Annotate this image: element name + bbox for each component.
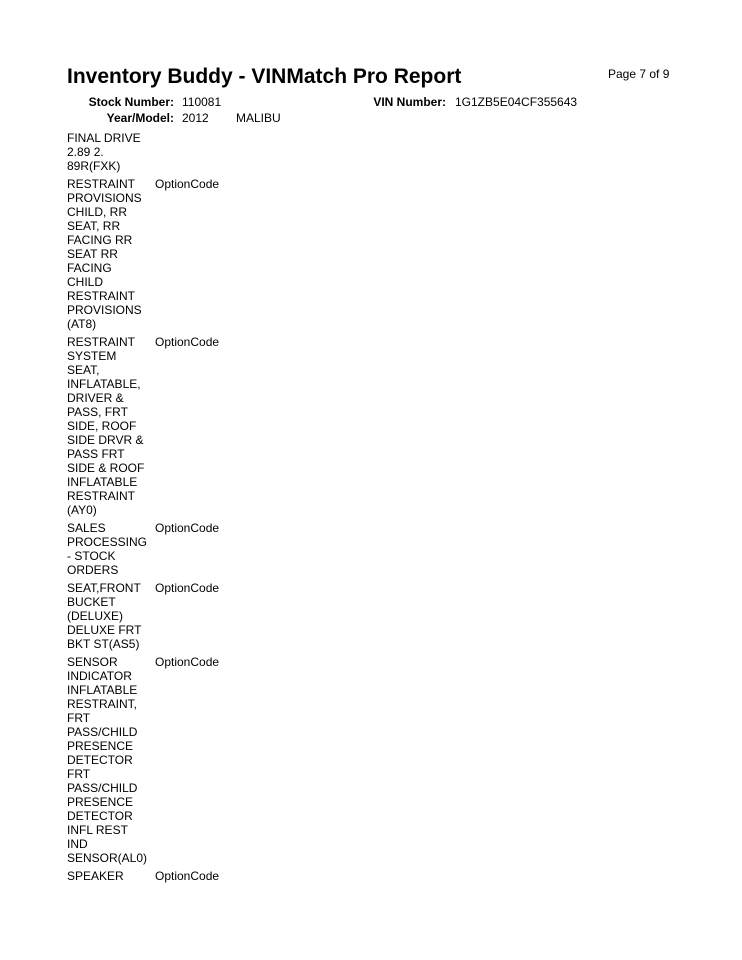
option-description-line: DETECTOR <box>67 809 133 823</box>
option-row <box>67 869 267 883</box>
option-description-line: INFL REST <box>67 823 128 837</box>
option-description-line: IND <box>67 837 88 851</box>
option-description <box>67 177 155 331</box>
option-description-line: SALES <box>67 521 106 535</box>
option-description <box>67 131 155 173</box>
option-description-line: SEAT,FRONT <box>67 581 141 595</box>
option-description-line: PASS FRT <box>67 447 125 461</box>
option-list <box>67 131 267 887</box>
option-description-line: RESTRAINT, <box>67 697 138 711</box>
model-value: MALIBU <box>236 111 281 125</box>
option-code: OptionCode <box>155 869 220 883</box>
option-description-line: SENSOR <box>67 655 118 669</box>
option-code: OptionCode <box>155 335 220 349</box>
option-description-line: SEAT RR <box>67 247 118 261</box>
option-description-line: SEAT, <box>67 363 100 377</box>
option-description <box>67 335 155 517</box>
option-description-line: ORDERS <box>67 563 119 577</box>
option-description-line: SENSOR(AL0) <box>67 851 148 865</box>
option-description-line: SIDE DRVR & <box>67 433 144 447</box>
option-description-line: (AT8) <box>67 317 97 331</box>
option-description-line: CHILD <box>67 275 104 289</box>
option-description-line: (AY0) <box>67 503 97 517</box>
page-number: Page 7 of 9 <box>608 67 670 81</box>
option-description-line: - STOCK <box>67 549 116 563</box>
option-description-line: FRT <box>67 767 91 781</box>
vin-number-label: VIN Number: <box>373 95 446 109</box>
option-description <box>67 521 155 577</box>
option-description-line: 2.89 2. <box>67 145 104 159</box>
option-description-line: PROVISIONS <box>67 191 142 205</box>
option-description-line: FACING RR <box>67 233 133 247</box>
option-description-line: INFLATABLE <box>67 683 138 697</box>
option-description-line: SPEAKER <box>67 869 124 883</box>
option-description-line: PRESENCE <box>67 739 134 753</box>
option-description-line: PASS, FRT <box>67 405 128 419</box>
option-description-line: FINAL DRIVE <box>67 131 141 145</box>
option-description-line: PROCESSING <box>67 535 148 549</box>
option-row <box>67 335 267 517</box>
option-row <box>67 177 267 331</box>
option-description-line: SIDE, ROOF <box>67 419 137 433</box>
report-title: Inventory Buddy - VINMatch Pro Report <box>67 65 462 88</box>
year-value: 2012 <box>182 111 209 125</box>
option-description-line: SIDE & ROOF <box>67 461 145 475</box>
option-description-line: SEAT, RR <box>67 219 121 233</box>
option-description-line: PRESENCE <box>67 795 134 809</box>
option-description <box>67 581 155 651</box>
option-description-line: DETECTOR <box>67 753 133 767</box>
option-description-line: BKT ST(AS5) <box>67 637 140 651</box>
option-description-line: PASS/CHILD <box>67 725 138 739</box>
stock-number-value: 110081 <box>182 95 222 109</box>
option-description-line: BUCKET <box>67 595 116 609</box>
option-row <box>67 655 267 865</box>
option-description-line: RESTRAINT <box>67 335 136 349</box>
option-description-line: RESTRAINT <box>67 489 136 503</box>
option-description-line: PROVISIONS <box>67 303 142 317</box>
option-code: OptionCode <box>155 521 220 535</box>
option-description <box>67 869 155 883</box>
option-description <box>67 655 155 865</box>
option-code: OptionCode <box>155 177 220 191</box>
option-description-line: INDICATOR <box>67 669 132 683</box>
option-description-line: SYSTEM <box>67 349 117 363</box>
option-code: OptionCode <box>155 655 220 669</box>
option-row <box>67 521 267 577</box>
option-row <box>67 581 267 651</box>
option-description-line: INFLATABLE <box>67 475 138 489</box>
option-description-line: FRT <box>67 711 91 725</box>
option-description-line: RESTRAINT <box>67 177 136 191</box>
option-description-line: CHILD, RR <box>67 205 128 219</box>
option-description-line: PASS/CHILD <box>67 781 138 795</box>
option-description-line: INFLATABLE, <box>67 377 141 391</box>
option-description-line: FACING <box>67 261 112 275</box>
option-description-line: (DELUXE) <box>67 609 124 623</box>
option-description-line: RESTRAINT <box>67 289 136 303</box>
option-description-line: DRIVER & <box>67 391 124 405</box>
option-code: OptionCode <box>155 581 220 595</box>
option-row <box>67 131 267 173</box>
year-model-label: Year/Model: <box>106 111 174 125</box>
vin-number-value: 1G1ZB5E04CF355643 <box>455 95 578 109</box>
option-description-line: 89R(FXK) <box>67 159 121 173</box>
stock-number-label: Stock Number: <box>88 95 174 109</box>
option-description-line: DELUXE FRT <box>67 623 142 637</box>
